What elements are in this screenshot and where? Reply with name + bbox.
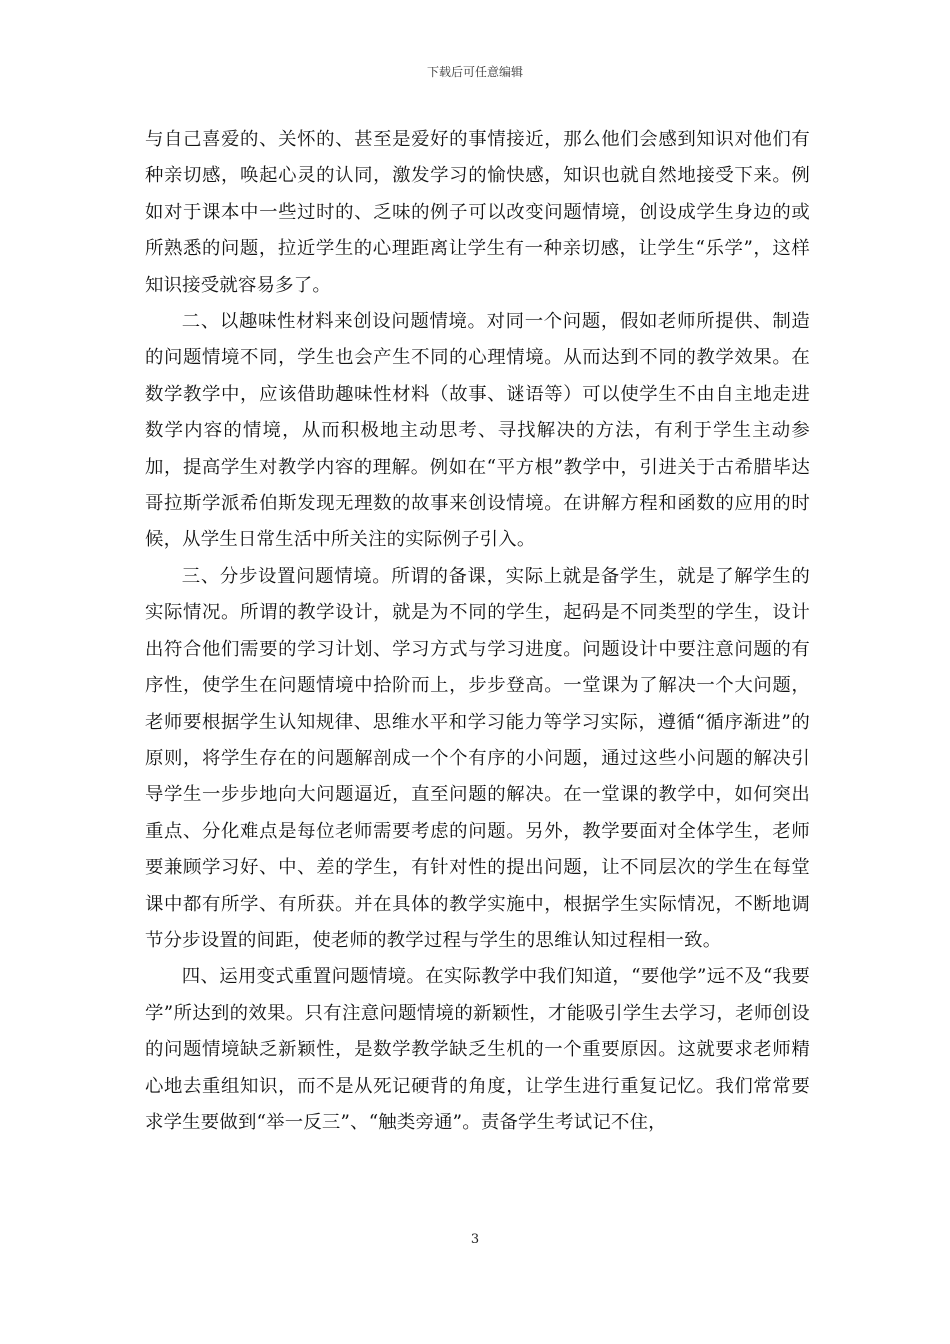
page-number: 3 [470, 1232, 480, 1247]
document-body [145, 122, 810, 1141]
paragraph-section-three: 三、分步设置问题情境。所谓的备课，实际上就是备学生，就是了解学生的实际情况。所谓的教学设计，就是为不同的学生，起码是不同类型的学生，设计出符合他们需要的学习计划、学习方式与学习进度。问题设计中要注意问题的有序性，使学生在问题情境中拾阶而上，步步登高。一堂课为了解决一个大问题，老师要根据学生认知规律、思维水平和学习能力等学习实际，遵循“循序渐进”的原则，将学生存在的问题解剖成一个个有序的小问题，通过这些小问题的解决引导学生一步步地向大问题逼近，直至问题的解决。在一堂课的教学中，如何突出重点、分化难点是每位老师需要考虑的问题。另外，教学要面对全体学生，老师要兼顾学习好、中、差的学生，有针对性的提出问题，让不同层次的学生在每堂课中都有所学、有所获。并在具体的教学实施中，根据学生实际情况，不断地调节分步设置的间距，使老师的教学过程与学生的思维认知过程相一致。 [145, 565, 810, 951]
page-header: 下载后可任意编辑 [426, 65, 523, 79]
paragraph-continued: 与自己喜爱的、关怀的、甚至是爱好的事情接近，那么他们会感到知识对他们有种亲切感，唤起心灵的认同，激发学习的愉快感，知识也就自然地接受下来。例如对于课本中一些过时的、乏味的例子可以改变问题情境，创设成学生身边的或所熟悉的问题，拉近学生的心理距离让学生有一种亲切感，让学生“乐学”，这样知识接受就容易多了。 [145, 129, 810, 296]
paragraph-section-two: 二、以趣味性材料来创设问题情境。对同一个问题，假如老师所提供、制造的问题情境不同，学生也会产生不同的心理情境。从而达到不同的教学效果。在数学教学中，应该借助趣味性材料（故事、谜语等）可以使学生不由自主地走进数学内容的情境，从而积极地主动思考、寻找解决的方法，有利于学生主动参加，提高学生对教学内容的理解。例如在“平方根”教学中，引进关于古希腊毕达哥拉斯学派希伯斯发现无理数的故事来创设情境。在讲解方程和函数的应用的时候，从学生日常生活中所关注的实际例子引入。 [145, 311, 810, 551]
paragraph-section-four: 四、运用变式重置问题情境。在实际教学中我们知道，“要他学”远不及“我要学”所达到的效果。只有注意问题情境的新颖性，才能吸引学生去学习，老师创设的问题情境缺乏新颖性，是数学教学缺乏生机的一个重要原因。这就要求老师精心地去重组知识，而不是从死记硬背的角度，让学生进行重复记忆。我们常常要求学生要做到“举一反三”、“触类旁通”。责备学生考试记不住， [145, 966, 810, 1133]
